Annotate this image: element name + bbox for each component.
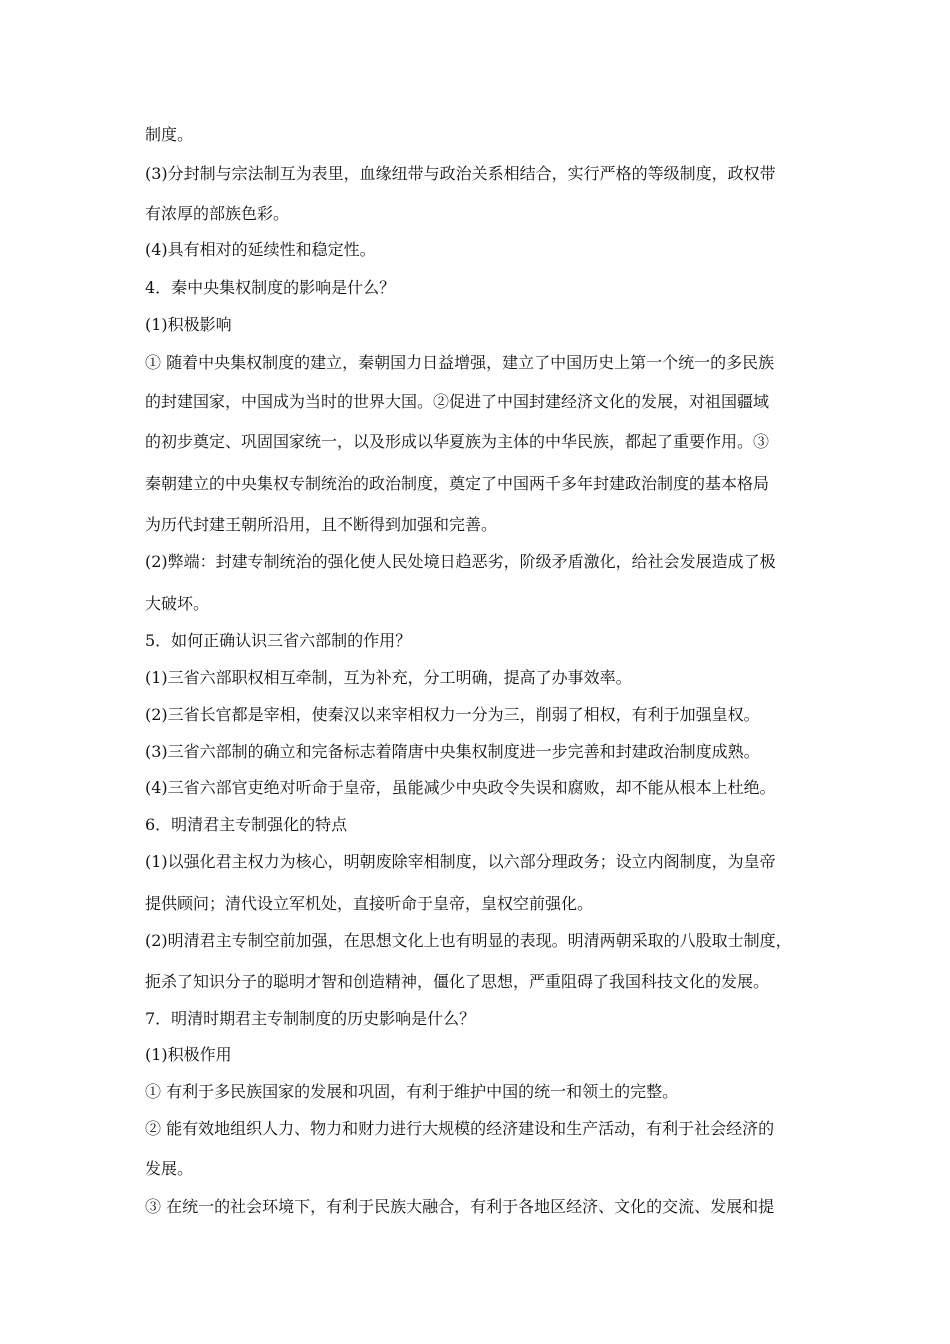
text-line: ② 能有效地组织人力、物力和财力进行大规模的经济建设和生产活动，有利于社会经济的 [145, 1119, 775, 1138]
text-line: (1)三省六部职权相互牵制，互为补充，分工明确，提高了办事效率。 [145, 668, 632, 687]
text-line: (2)明清君主专制空前加强，在思想文化上也有明显的表现。明清两朝采取的八股取士制度， [145, 931, 792, 950]
text-line: (2)弊端：封建专制统治的强化使人民处境日趋恶劣，阶级矛盾激化，给社会发展造成了极 [145, 552, 776, 571]
text-line: (4)具有相对的延续性和稳定性。 [145, 240, 376, 259]
section-heading: 7．明清时期君主专制制度的历史影响是什么？ [145, 1009, 476, 1028]
text-line: (4)三省六部官吏绝对听命于皇帝，虽能减少中央政令失误和腐败，却不能从根本上杜绝。 [145, 778, 776, 797]
text-line: (1)以强化君主权力为核心，明朝废除宰相制度，以六部分理政务；设立内阁制度，为皇帝 [145, 852, 776, 871]
text-line: 制度。 [145, 125, 194, 144]
text-line: 有浓厚的部族色彩。 [145, 204, 290, 223]
text-line: (2)三省长官都是宰相，使秦汉以来宰相权力一分为三，削弱了相权，有利于加强皇权。 [145, 705, 760, 724]
text-line: 提供顾问；清代设立军机处，直接听命于皇帝，皇权空前强化。 [145, 894, 594, 913]
text-line: 扼杀了知识分子的聪明才智和创造精神，僵化了思想，严重阻碍了我国科技文化的发展。 [145, 972, 770, 991]
text-line: ① 有利于多民族国家的发展和巩固，有利于维护中国的统一和领土的完整。 [145, 1082, 679, 1101]
subsection-heading: (1)积极影响 [145, 315, 232, 334]
text-line: 发展。 [145, 1159, 194, 1178]
text-line: 为历代封建王朝所沿用，且不断得到加强和完善。 [145, 515, 498, 534]
text-line: (3)三省六部制的确立和完备标志着隋唐中央集权制度进一步完善和封建政治制度成熟。 [145, 742, 760, 761]
text-line: ③ 在统一的社会环境下，有利于民族大融合，有利于各地区经济、文化的交流、发展和提 [145, 1197, 775, 1216]
text-line: ① 随着中央集权制度的建立，秦朝国力日益增强，建立了中国历史上第一个统一的多民族 [145, 353, 775, 372]
text-line: (3)分封制与宗法制互为表里，血缘纽带与政治关系相结合，实行严格的等级制度，政权带 [145, 164, 776, 183]
text-line: 秦朝建立的中央集权专制统治的政治制度，奠定了中国两千多年封建政治制度的基本格局 [145, 474, 770, 493]
section-heading: 6．明清君主专制强化的特点 [145, 815, 348, 834]
section-heading: 5．如何正确认识三省六部制的作用？ [145, 631, 412, 650]
text-line: 大破坏。 [145, 594, 210, 613]
section-heading: 4．秦中央集权制度的影响是什么？ [145, 278, 396, 297]
text-line: 的封建国家，中国成为当时的世界大国。②促进了中国封建经济文化的发展，对祖国疆域 [145, 392, 770, 411]
text-line: 的初步奠定、巩固国家统一，以及形成以华夏族为主体的中华民族，都起了重要作用。③ [145, 432, 770, 451]
subsection-heading: (1)积极作用 [145, 1045, 232, 1064]
